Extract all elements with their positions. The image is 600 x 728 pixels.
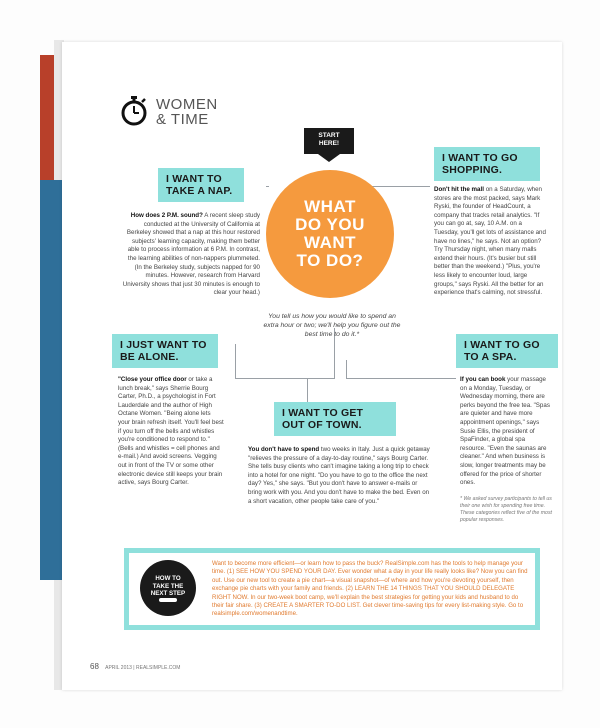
stopwatch-icon (120, 96, 148, 126)
nap-bubble: I WANT TO TAKE A NAP. (158, 168, 244, 202)
shopping-body: on a Saturday, when stores are the most packed, says Mark Ryski, the founder of HeadCount, a company that tracks retail analytics. "If you can go at, say, 10 A.M. on a Tuesday, you'll get lots of assistance and have no lines," he says. Not an option? Try Thursday night, when many malls extend their hours. (It's busier but still better than the weekend.) "Plus, you're less likely to encounter loud, large groups," says Ryski. All the better for an experience that's calming, not stressful. (434, 186, 546, 297)
spa-body: your massage on a Monday, Tuesday, or Wednesday morning, there are perks beyond the free tea. "Spas are quieter and have more appointment openings," says Susie Ellis, the president of SpaFinder, a global spa resource. "Even the saunas are cleaner." And when business is slow, longer treatments may be offered for the price of shorter ones. (460, 376, 550, 487)
previous-page-edge-blue (40, 180, 62, 580)
center-line: WANT (303, 233, 357, 252)
alone-bubble-tail (140, 360, 150, 366)
spa-bubble: I WANT TO GO TO A SPA. (456, 334, 558, 368)
nap-bubble-tail (212, 194, 222, 200)
folio (90, 662, 180, 671)
badge-dash-icon (159, 598, 177, 602)
start-line1: START (318, 132, 340, 139)
badge-line2: TAKE THE (152, 582, 184, 590)
center-caption: You tell us how you would like to spend an extra hour or two; we'll help you figure out the best time to do it.* (263, 313, 401, 338)
badge-line1: HOW TO (155, 575, 181, 582)
badge-line3: NEXT STEP (150, 590, 186, 597)
spa-text (460, 376, 552, 488)
section-title-line1: WOMEN (156, 96, 218, 113)
center-line: DO YOU (295, 215, 365, 234)
shopping-text (434, 186, 548, 298)
nap-text (122, 212, 260, 298)
town-text (248, 446, 430, 506)
center-question (266, 198, 394, 270)
town-body: two weeks in Italy. Just a quick getaway "relieves the pressure of a day-to-day routine," says Bourg Carter. She tells busy clients who can't imagine taking a long trip to check into a hotel for one night. "Do you have to go to the office the next day? Yes," she says. "But you don't have to answer e-mails or bring work with you. And you don't have to make the bed. Even on a short vacation, other people take care of you." (248, 446, 430, 505)
town-bubble: I WANT TO GET OUT OF TOWN. (274, 402, 396, 436)
next-step-badge (140, 560, 196, 616)
footnote: * We asked survey participants to tell us their one wish for spending free time. These categories reflect five of the most popular responses. (460, 496, 552, 523)
alone-text (118, 376, 224, 488)
start-line2: HERE! (318, 140, 340, 147)
spa-lead: If you can book (460, 376, 506, 383)
section-title (156, 97, 218, 127)
alone-bubble: I JUST WANT TO BE ALONE. (112, 334, 218, 368)
shopping-lead: Don't hit the mall (434, 186, 484, 193)
nap-body: A recent sleep study conducted at the University of California at Berkeley showed that a nap at this hour restored subjects' learning capacity, making them better able to process information at 6 P.M. In contrast, the learning abilities of non-nappers plummeted. (In the Berkeley study, subjects napped for 90 minutes. However, research from Harvard University shows that just 30 minutes is enough to clear your head.) (122, 212, 260, 297)
alone-lead: "Close your office door (118, 376, 187, 383)
section-title-line2: & TIME (156, 111, 209, 128)
connector-line (346, 378, 456, 379)
folio-info: APRIL 2013 | REALSIMPLE.COM (105, 665, 181, 671)
shopping-bubble-tail (446, 173, 456, 179)
connector-line (235, 378, 335, 379)
alone-body: or take a lunch break," says Sherrie Bourg Carter, Ph.D., a psychologist in Fort Lauderdale and the author of High Octane Women. "Being alone lets your brain refresh itself. You'll feel best if you turn off the bells and whistles you're conditioned to respond to." (Bells and whistles = cell phones and e-mail.) And avoid screens. Vegging out in front of the TV or some other electronic device still keeps your brain active, says Bourg Carter. (118, 376, 224, 487)
center-line: TO DO? (296, 251, 364, 270)
next-step-text: Want to become more efficient—or learn how to pass the buck? RealSimple.com has the tools to help manage your time. (1) SEE HOW YOU SPEND YOUR DAY. Ever wonder what a day in your life really looks like? Now you can find out. Use our new tool to create a pie chart—a visual snapshot—of where and how you're devoting yourself, then exchange pie charts with your family and friends. (2) LEARN THE 14 THINGS THAT YOU SHOULD DELEGATE RIGHT NOW. In our two-week boot camp, we'll explain the best strategies for getting your kids and husband to do their fair share. (3) CREATE A SMARTER TO-DO LIST. Get clever time-saving tips for every list-making style. Go to realsimple.com/womenandtime. (212, 560, 528, 618)
start-here-tag (304, 128, 354, 154)
town-lead: You don't have to spend (248, 446, 320, 453)
nap-lead: How does 2 P.M. sound? (130, 212, 203, 219)
center-line: WHAT (304, 197, 356, 216)
page-number: 68 (90, 662, 99, 671)
spa-bubble-tail (472, 360, 482, 366)
connector-line (266, 186, 269, 187)
town-bubble-tail (290, 428, 300, 434)
connector-line (235, 344, 236, 378)
connector-line (307, 378, 308, 402)
shopping-bubble: I WANT TO GO SHOPPING. (434, 147, 540, 181)
connector-line (346, 360, 347, 378)
start-here-arrow (318, 154, 340, 162)
